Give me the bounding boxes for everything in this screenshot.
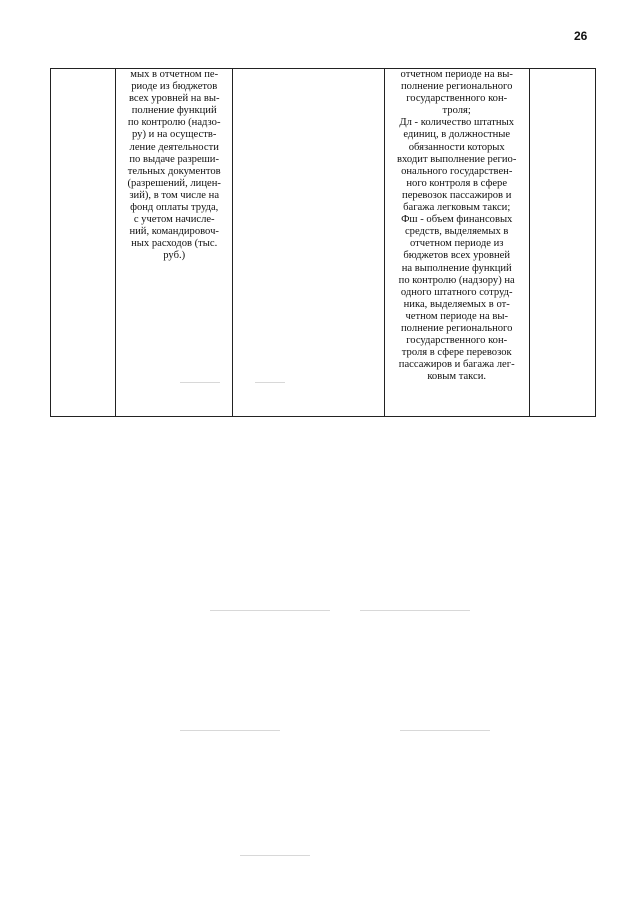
text-line: государственного кон- [406,335,508,347]
table-cell-col3 [233,69,384,417]
text-line: четном периоде на вы- [405,310,508,322]
text-line: фонд оплаты труда, [130,202,219,214]
text-line: ру) и на осуществ- [132,129,217,141]
text-line: перевозок пассажиров и [402,189,512,201]
text-line: багажа легковым такси; [403,202,511,214]
text-line: средств, выделяемых в [404,226,509,238]
text-line: ковым такси. [427,371,487,383]
text-line: отчетном периоде из [409,238,504,250]
table-cell-col4 [384,69,529,417]
text-line: Фш - объем финансовых [401,214,513,226]
text-line: онального государствен- [401,165,513,177]
text-line: единиц, в должностные [403,129,511,141]
text-line: руб.) [163,250,186,262]
text-line: риоде из бюджетов [131,81,218,93]
cell-text-formula-legend [385,69,529,383]
text-line: троля в сфере перевозок [401,347,512,359]
text-line: обязанности которых [408,141,505,153]
text-line: тельных документов [127,165,221,177]
table-cell-col2 [116,69,233,417]
text-line: по контролю (надзо- [127,117,221,129]
text-line: полнение регионального [401,81,513,93]
text-line: с учетом начисле- [133,214,215,226]
text-line: полнение регионального [401,322,513,334]
text-line: бюджетов всех уровней [403,250,511,262]
text-line: троля; [442,105,471,117]
table-row [51,69,596,417]
table-cell-col5 [529,69,595,417]
text-line: ление деятельности [129,141,219,153]
scan-speck [400,730,490,731]
scan-speck [360,610,470,611]
text-line: мых в отчетном пе- [130,69,219,80]
text-line: зий), в том числе на [129,189,220,201]
scan-speck [180,382,220,383]
text-line: ний, командировоч- [129,226,219,238]
cell-text-expenditure-description [116,69,232,263]
text-line: на выполнение функций [401,262,512,274]
text-line: (разрешений, лицен- [127,177,221,189]
scan-speck [210,610,330,611]
text-line: пассажиров и багажа лег- [398,359,515,371]
text-line: одного штатного сотруд- [400,286,513,298]
text-line: ника, выделяемых в от- [403,298,510,310]
text-line: входит выполнение регио- [397,153,517,165]
table-cell-col1 [51,69,116,417]
scan-speck [255,382,285,383]
text-line: всех уровней на вы- [128,93,220,105]
scan-speck [180,730,280,731]
text-line: по контролю (надзору) на [398,274,515,286]
scan-speck [240,855,310,856]
text-line: Дл - количество штатных [399,117,515,129]
text-line: по выдаче разреши- [129,153,220,165]
indicator-table [50,68,596,417]
text-line: государственного кон- [406,93,508,105]
page-number: 26 [574,29,588,43]
text-line: отчетном периоде на вы- [400,69,513,80]
text-line: полнение функций [131,105,217,117]
text-line: ного контроля в сфере [406,177,508,189]
text-line: ных расходов (тыс. [131,238,218,250]
